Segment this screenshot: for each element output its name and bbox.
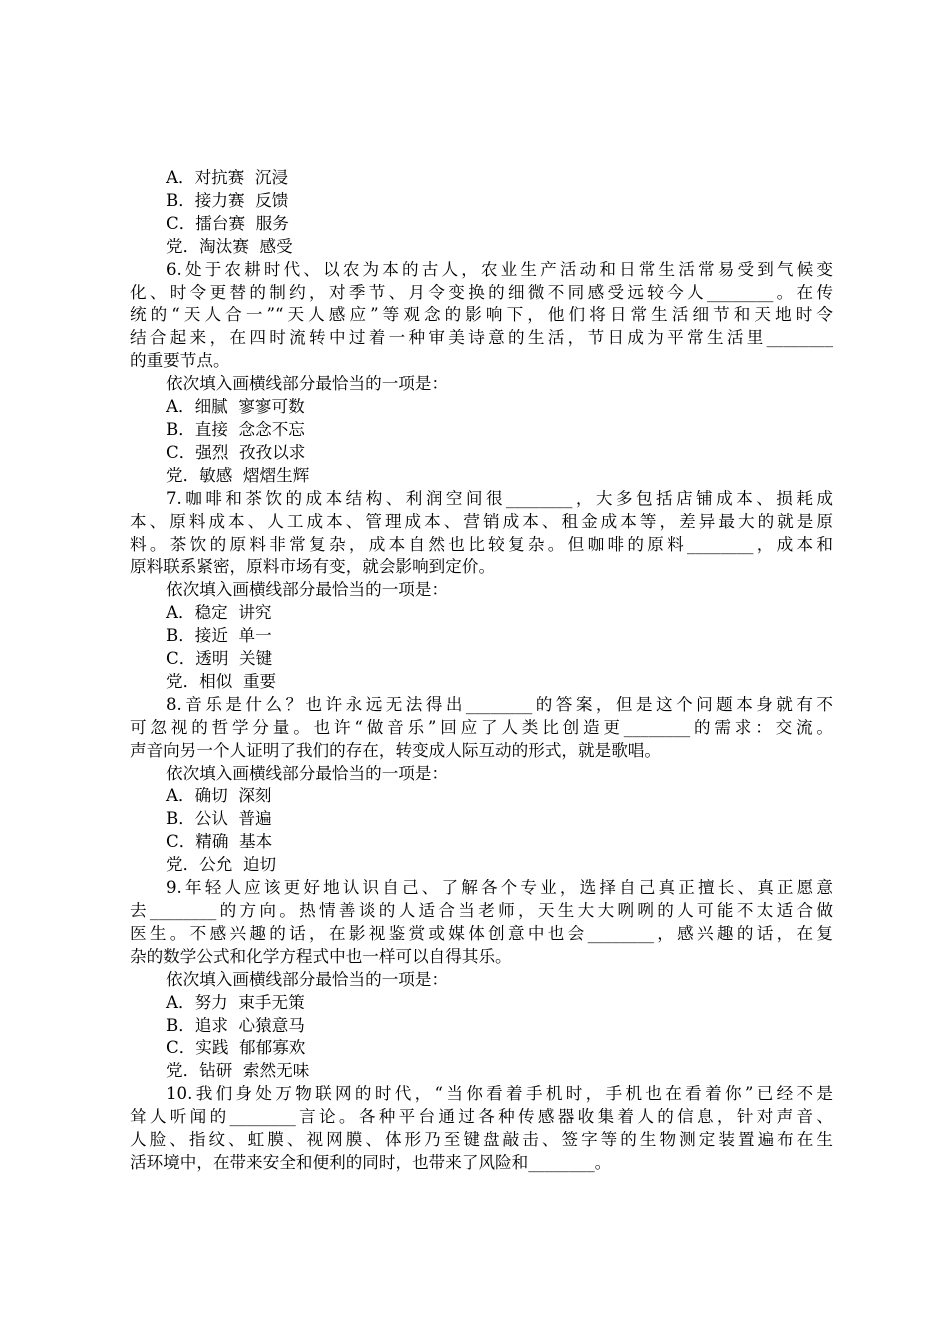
q10-line-2: 耸人听闻的________言论。各种平台通过各种传感器收集着人的信息，针对声音、 [130, 1107, 833, 1127]
q9-line-4: 杂的数学公式和化学方程式中也一样可以自得其乐。 [130, 946, 512, 966]
q6-line-4: 结合起来，在四时流转中过着一种审美诗意的生活，节日成为平常生活里________ [130, 328, 833, 348]
q5-option-b: B．接力赛 反馈 [166, 190, 289, 210]
q7-option-c: C．透明 关键 [166, 649, 273, 669]
q6-line-3: 统的“天人合一”“天人感应”等观念的影响下，他们将日常生活细节和天地时令 [130, 305, 833, 325]
q6-prompt: 依次填入画横线部分最恰当的一项是： [166, 374, 449, 394]
q7-option-a: A．稳定 讲究 [166, 603, 272, 623]
q10-line-1: 10.我们身处万物联网的时代，“当你看着手机时，手机也在看着你”已经不是 [166, 1084, 833, 1104]
q9-option-b: B．追求 心猿意马 [166, 1015, 305, 1035]
q9-option-c: C．实践 郁郁寡欢 [166, 1038, 306, 1058]
q5-option-c: C．擂台赛 服务 [166, 213, 289, 233]
q6-line-5: 的重要节点。 [130, 351, 230, 371]
q5-option-d: 党．淘汰赛 感受 [166, 236, 293, 256]
document-body [130, 167, 833, 1175]
q7-prompt: 依次填入画横线部分最恰当的一项是： [166, 580, 449, 600]
q7-option-b: B．接近 单一 [166, 626, 272, 646]
q9-line-2: 去________的方向。热情善谈的人适合当老师，天生大大咧咧的人可能不太适合做 [130, 901, 833, 920]
q6-option-c: C．强烈 孜孜以求 [166, 442, 306, 462]
q6-line-1: 6.处于农耕时代、以农为本的古人，农业生产活动和日常生活常易受到气候变 [166, 259, 833, 279]
q8-option-a: A．确切 深刻 [166, 786, 272, 806]
q8-line-1: 8.音乐是什么？也许永远无法得出________的答案，但是这个问题本身就有不 [166, 694, 833, 714]
q8-option-d: 党．公允 迫切 [166, 855, 277, 875]
q9-line-3: 医生。不感兴趣的话，在影视鉴赏或媒体创意中也会________，感兴趣的话，在复 [130, 923, 833, 943]
q7-line-1: 7.咖啡和茶饮的成本结构、利润空间很________，大多包括店铺成本、损耗成 [166, 488, 833, 508]
q7-line-4: 原料联系紧密，原料市场有变，就会影响到定价。 [130, 557, 496, 577]
q9-option-d: 党．钻研 索然无味 [166, 1061, 310, 1081]
q7-line-3: 料。茶饮的原料非常复杂，成本自然也比较复杂。但咖啡的原料________，成本和 [130, 534, 833, 554]
q10-line-3: 人脸、指纹、虹膜、视网膜、体形乃至键盘敲击、签字等的生物测定装置遍布在生 [130, 1130, 833, 1150]
q6-option-a: A．细腻 寥寥可数 [166, 397, 305, 417]
q9-option-a: A．努力 束手无策 [166, 992, 305, 1012]
q9-prompt: 依次填入画横线部分最恰当的一项是： [166, 969, 449, 989]
q6-option-b: B．直接 念念不忘 [166, 419, 305, 439]
q8-option-b: B．公认 普遍 [166, 809, 272, 829]
q7-option-d: 党．相似 重要 [166, 671, 277, 691]
q8-line-2: 可忽视的哲学分量。也许“做音乐”回应了人类比创造更________的需求：交流。 [130, 717, 833, 737]
q5-option-a: A．对抗赛 沉浸 [166, 168, 289, 187]
q8-line-3: 声音向另一个人证明了我们的存在，转变成人际互动的形式，就是歌唱。 [130, 740, 661, 760]
q10-line-4: 活环境中，在带来安全和便利的同时，也带来了风险和________。 [130, 1152, 612, 1172]
q6-option-d: 党．敏感 熠熠生辉 [166, 465, 310, 485]
q7-line-2: 本、原料成本、人工成本、管理成本、营销成本、租金成本等，差异最大的就是原 [130, 511, 833, 531]
q6-line-2: 化、时令更替的制约，对季节、月令变换的细微不同感受远较今人________。在传 [130, 282, 833, 302]
q9-line-1: 9.年轻人应该更好地认识自己、了解各个专业，选择自己真正擅长、真正愿意 [166, 878, 833, 898]
q8-prompt: 依次填入画横线部分最恰当的一项是： [166, 763, 449, 783]
q8-option-c: C．精确 基本 [166, 832, 273, 852]
